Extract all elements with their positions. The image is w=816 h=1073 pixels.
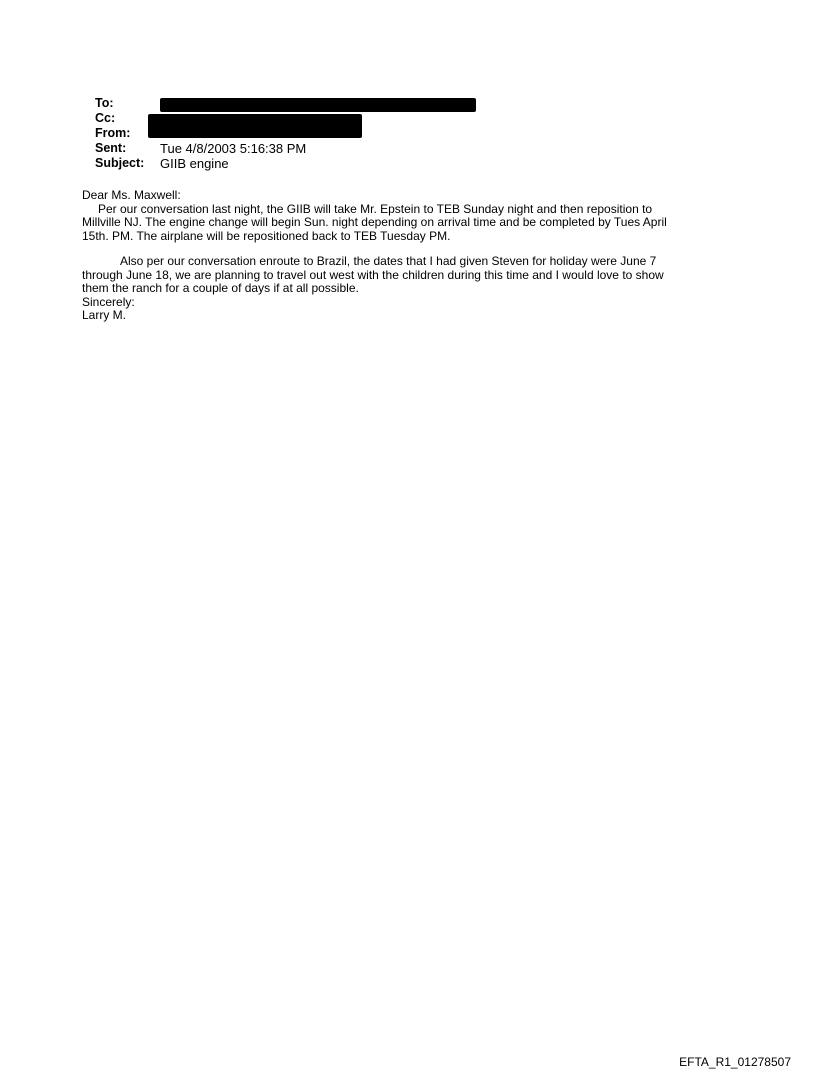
paragraph-1-line-2: Millville NJ. The engine change will begin Sun. night depending on arrival time and be completed by Tues April: [82, 215, 667, 229]
subject-label: Subject:: [95, 156, 145, 170]
sent-label: Sent:: [95, 141, 127, 155]
cc-label: Cc:: [95, 111, 116, 125]
subject-value: GIIB engine: [160, 156, 229, 171]
subject-row: [95, 156, 715, 171]
signature: Larry M.: [82, 308, 127, 322]
paragraph-2-line-1: [82, 255, 722, 269]
paragraph-2-line-2: through June 18, we are planning to travel out west with the children during this time and I would love to show: [82, 267, 664, 282]
greeting: Dear Ms. Maxwell:: [82, 188, 181, 202]
email-body: [82, 189, 722, 323]
paragraph-1-line-3: 15th. PM. The airplane will be repositioned back to TEB Tuesday PM.: [82, 228, 451, 243]
to-label: To:: [95, 96, 114, 110]
document-id: EFTA_R1_01278507: [679, 1055, 791, 1069]
paragraph-2-line-3: them the ranch for a couple of days if at all possible.: [82, 281, 359, 295]
paragraph-1-line-1: [82, 203, 722, 217]
sent-value: Tue 4/8/2003 5:16:38 PM: [160, 141, 307, 156]
closing: Sincerely:: [82, 294, 135, 309]
from-label: From:: [95, 126, 131, 140]
paragraph-2-line-1-text: Also per our conversation enroute to Brazil, the dates that I had given Steven for holiday were June 7: [120, 254, 657, 268]
redaction-bar-to: [160, 98, 476, 112]
paragraph-1-line-1-text: Per our conversation last night, the GIIB will take Mr. Epstein to TEB Sunday night and then reposition to: [98, 201, 653, 216]
redaction-bar-cc: [148, 114, 362, 138]
sent-row: [95, 141, 715, 156]
